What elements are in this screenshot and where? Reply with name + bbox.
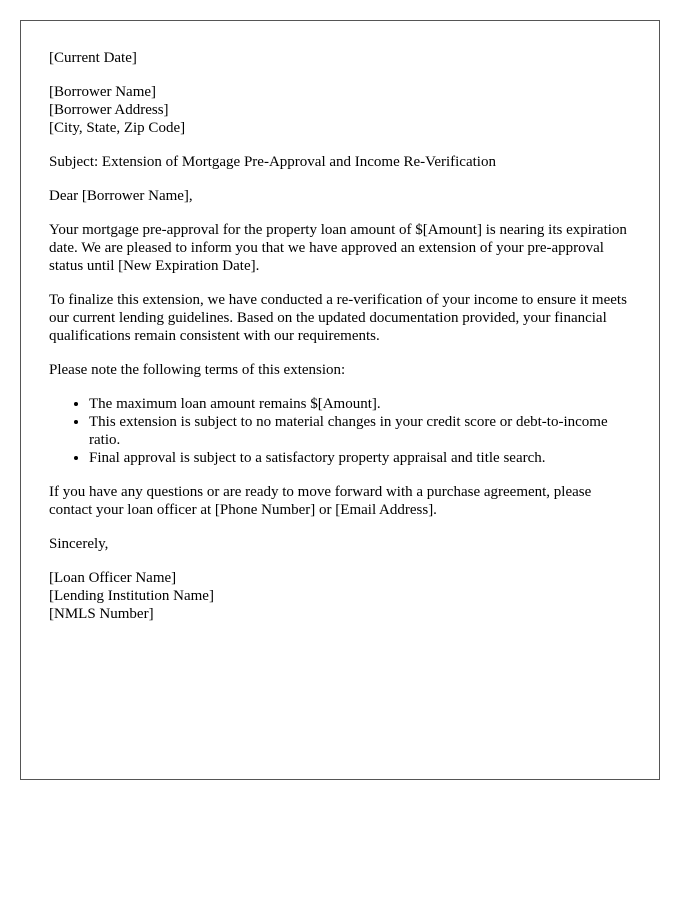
nmls-number: [NMLS Number]	[49, 606, 154, 622]
terms-list	[49, 395, 631, 467]
loan-officer-name: [Loan Officer Name]	[49, 570, 177, 586]
borrower-address: [Borrower Address]	[49, 102, 169, 118]
paragraph-terms-intro: Please note the following terms of this extension:	[49, 362, 346, 378]
lending-institution-name: [Lending Institution Name]	[49, 588, 214, 604]
paragraph-income-reverification: To finalize this extension, we have conducted a re-verification of your income to ensure it meets our current lending guidelines. Based on the updated documentation provided, your financial qualifications remain consistent with our requirements.	[49, 292, 627, 344]
paragraph-expiration-notice: Your mortgage pre-approval for the property loan amount of $[Amount] is nearing its expiration date. We are pleased to inform you that we have approved an extension of your pre-approval status until [New Expiration Date].	[49, 222, 627, 274]
term-item-loan-amount: • The maximum loan amount remains $[Amount].	[89, 395, 631, 413]
date-text: [Current Date]	[49, 50, 137, 66]
term-item-final-approval: • Final approval is subject to a satisfactory property appraisal and title search.	[89, 449, 631, 467]
letter-page	[20, 20, 660, 780]
paragraph-contact: If you have any questions or are ready to move forward with a purchase agreement, please contact your loan officer at [Phone Number] or [Email Address].	[49, 484, 592, 518]
signoff: Sincerely,	[49, 536, 109, 552]
term-item-credit-conditions: • This extension is subject to no material changes in your credit score or debt-to-income ratio.	[89, 413, 631, 449]
salutation: Dear [Borrower Name],	[49, 188, 193, 204]
recipient-address-block	[49, 83, 631, 137]
subject-line: Subject: Extension of Mortgage Pre-Approval and Income Re-Verification	[49, 154, 496, 170]
borrower-city-state-zip: [City, State, Zip Code]	[49, 120, 186, 136]
letter-date	[49, 49, 631, 67]
borrower-name: [Borrower Name]	[49, 84, 157, 100]
signature-block	[49, 569, 631, 623]
